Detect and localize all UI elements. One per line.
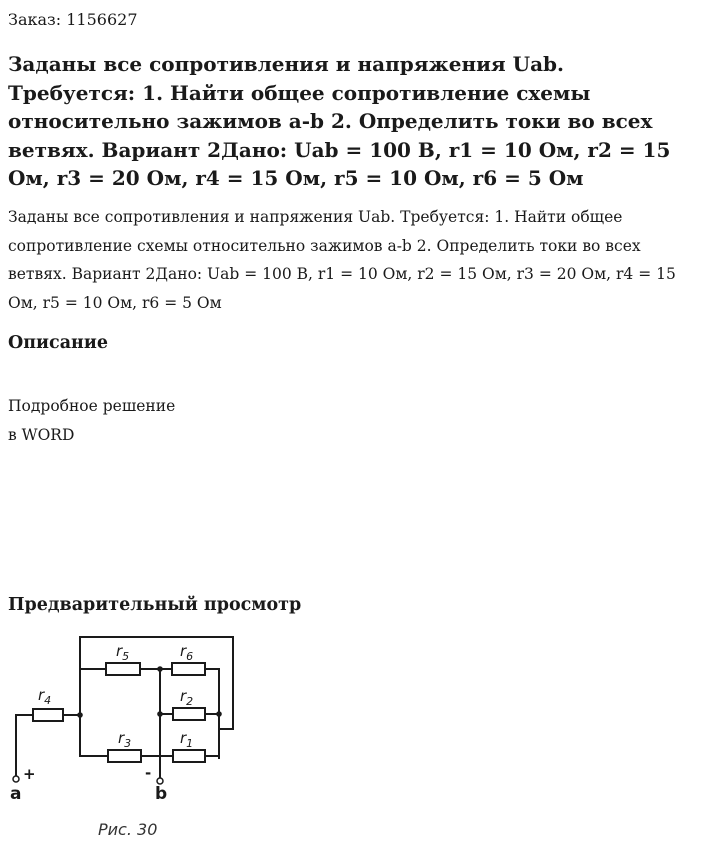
description-line-2: в WORD bbox=[8, 426, 75, 444]
page-title: Заданы все сопротивления и напряжения Uab. Требуется: 1. Найти общее сопротивление схемы относительно зажимов a-b 2. Определить токи во всех ветвях. Вариант 2Дано: Uab = 100 В, r1 = 10 Ом, r2 = 15 Ом, r3 = 20 Ом, r4 = 15 Ом, r5 = 10 Ом, r6 = 5 Ом bbox=[8, 52, 671, 190]
resistor-r1 bbox=[173, 750, 205, 762]
resistor-r4-label: $r_4$ bbox=[38, 686, 52, 707]
order-number: Заказ: 1156627 bbox=[8, 10, 138, 29]
description-heading: Описание bbox=[8, 333, 108, 353]
resistor-r3-label: $r_3$ bbox=[118, 729, 132, 750]
node-left bbox=[77, 712, 83, 718]
resistor-r6 bbox=[172, 663, 205, 675]
resistor-r4 bbox=[33, 709, 63, 721]
circuit-diagram bbox=[0, 625, 260, 854]
preview-heading: Предварительный просмотр bbox=[8, 595, 302, 615]
preview-image bbox=[0, 625, 260, 854]
figure-caption: Рис. 30 bbox=[98, 820, 158, 839]
resistor-r2-label: $r_2$ bbox=[180, 687, 194, 708]
wire-top-loop bbox=[80, 637, 233, 729]
node-right-top bbox=[216, 711, 222, 717]
resistor-r5-label: $r_5$ bbox=[116, 642, 130, 663]
task-description: Заданы все сопротивления и напряжения Uab. Требуется: 1. Найти общее сопротивление схемы относительно зажимов a-b 2. Определить токи во всех ветвях. Вариант 2Дано: Uab = 100 В, r1 = 10 Ом, r2 = 15 Ом, r3 = 20 Ом, r4 = 15 Ом, r5 = 10 Ом, r6 = 5 Ом bbox=[8, 208, 676, 312]
plus-sign: + bbox=[23, 765, 36, 783]
terminal-a-label: a bbox=[10, 784, 22, 804]
terminal-b-label: b bbox=[155, 784, 168, 804]
description-line-1: Подробное решение bbox=[8, 397, 176, 415]
node-r2 bbox=[157, 711, 163, 717]
resistor-r6-label: $r_6$ bbox=[180, 642, 194, 663]
resistor-r3 bbox=[108, 750, 141, 762]
terminal-a-dot bbox=[13, 776, 19, 782]
minus-sign: - bbox=[145, 764, 152, 782]
resistor-r5 bbox=[106, 663, 140, 675]
resistor-r2 bbox=[173, 708, 205, 720]
resistor-r1-label: $r_1$ bbox=[180, 729, 194, 750]
node-middle-top bbox=[157, 666, 163, 672]
